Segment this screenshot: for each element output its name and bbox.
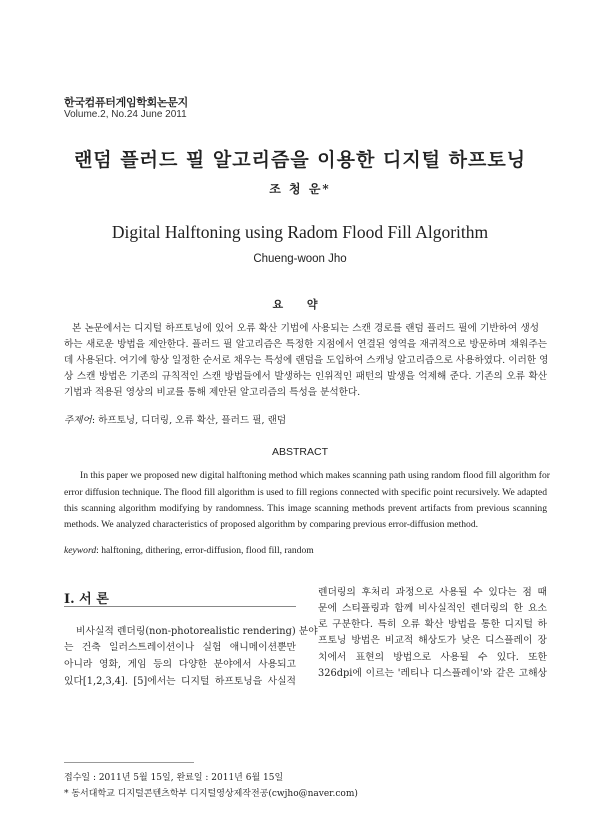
body-left-line: 있다[1,2,3,4]. [5]에서는 디지털 하프토닝을 사실적	[64, 676, 296, 687]
body-right-line: 326dpi에 이르는 '레티나 디스플레이'와 같은 고해상	[318, 668, 547, 679]
abstract-korean-line: 상 스캔 방법은 기존의 규칙적인 스캔 방법들에서 발생하는 인위적인 패턴의 발생을 억제해 준다. 기존의 오류 확산	[64, 371, 547, 382]
footnote-affiliation: * 동서대학교 디지털콘텐츠학부 디지털영상제작전공(cwjho@naver.com)	[64, 789, 358, 799]
journal-name: 한국컴퓨터게임학회논문지	[64, 97, 188, 109]
abstract-korean-heading: 요 약	[272, 298, 328, 311]
body-left-line: 아니라 영화, 게임 등의 다양한 분야에서 사용되고	[64, 659, 296, 670]
body-right-line: 로 구분한다. 특히 오류 확산 방법을 통한 디지털 하	[318, 619, 547, 630]
keywords-english-text: : halftoning, dithering, error-diffusion, flood fill, random	[96, 545, 314, 556]
footnote-dates: 접수일 : 2011년 5월 15일, 완료일 : 2011년 6월 15일	[64, 773, 284, 783]
body-right-line: 렌더링의 후처리 과정으로 사용될 수 있다는 점 때	[318, 587, 547, 598]
body-right-line: 치에서 표현의 방법으로 사용될 수 있다. 또한	[318, 652, 547, 663]
keywords-english	[64, 545, 314, 556]
abstract-english-line: In this paper we proposed new digital halftoning method which makes scanning path using random flood fill algorithm for	[80, 470, 550, 481]
author-english: Chueng-woon Jho	[253, 253, 347, 265]
body-left-line: 비사실적 렌더링(non-photorealistic rendering) 분야	[76, 626, 318, 637]
section-heading: Ⅰ. 서 론	[64, 592, 109, 607]
keywords-korean-label: 주제어	[64, 415, 92, 426]
abstract-english-heading: ABSTRACT	[271, 446, 328, 458]
abstract-english-line: methods. We analyzed characteristics of proposed algorithm by comparing previous error-diffusion method.	[64, 519, 479, 530]
section-divider	[64, 606, 296, 607]
title-english: Digital Halftoning using Radom Flood Fill Algorithm	[111, 222, 489, 242]
title-korean: 랜덤 플러드 필 알고리즘을 이용한 디지털 하프토닝	[73, 149, 527, 171]
abstract-korean-line: 데 사용된다. 여기에 항상 일정한 순서로 채우는 특성에 랜덤을 도입하여 스캐닝 알고리즘으로 사용하였다. 이러한 영	[64, 355, 549, 366]
footnote-divider	[64, 762, 194, 763]
body-left-line: 는 건축 일러스트레이션이나 실험 애니메이션뿐만	[64, 642, 296, 653]
abstract-english-line: error diffusion technique. The flood fill algorithm is used to fill regions connected with specific point recursively. We adapted	[64, 487, 547, 498]
volume-info: Volume.2, No.24 June 2011	[64, 109, 187, 120]
abstract-korean-line: 본 논문에서는 디지털 하프토닝에 있어 오류 확산 기법에 사용되는 스캔 경로를 랜덤 플러드 필에 기반하여 생성	[72, 323, 539, 334]
body-right-line: 프토닝 방법은 비교적 해상도가 낮은 디스플레이 장	[318, 635, 547, 646]
abstract-korean-line: 기법과 적용된 영상의 비교를 통해 제안된 알고리즘의 특성을 분석한다.	[64, 387, 361, 398]
keywords-korean	[64, 412, 286, 426]
keywords-english-label: keyword	[64, 545, 97, 556]
keywords-korean-text: : 하프토닝, 디더링, 오류 확산, 플러드 필, 랜덤	[91, 415, 287, 426]
body-right-line: 문에 스티플링과 함께 비사실적인 렌더링의 한 요소	[318, 603, 547, 614]
abstract-korean-line: 하는 새로운 방법을 제안한다. 플러드 필 알고리즘은 특정한 지점에서 연결된 영역을 재귀적으로 방문하며 채워주는	[64, 339, 547, 350]
author-korean: 조 청 운*	[269, 182, 331, 196]
abstract-english-line: this scanning algorithm modifying by randomness. This image scanning methods prevent artifacts from previous scanning	[64, 503, 547, 514]
